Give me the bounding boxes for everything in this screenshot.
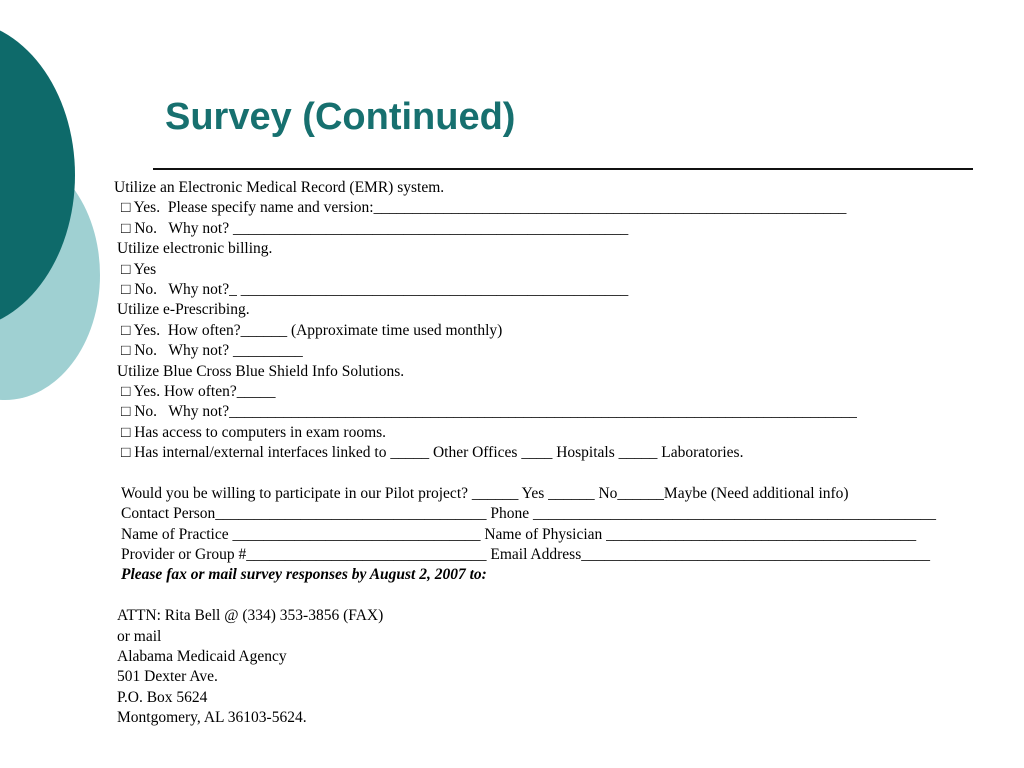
eprescribing-no-option[interactable]: □ No. Why not? _________ (121, 342, 303, 360)
address-po-box: P.O. Box 5624 (117, 688, 208, 706)
address-city: Montgomery, AL 36103-5624. (117, 709, 307, 727)
title-divider (153, 168, 973, 170)
deadline-note: Please fax or mail survey responses by August 2, 2007 to: (121, 566, 487, 584)
survey-body (0, 178, 1000, 729)
practice-physician-field[interactable]: Name of Practice ________________________________ Name of Physician ________________________________________ (121, 525, 917, 543)
bcbs-question: Utilize Blue Cross Blue Shield Info Solutions. (117, 362, 405, 380)
pilot-question[interactable]: Would you be willing to participate in our Pilot project? ______ Yes ______ No______Maybe (Need additional info) (121, 484, 849, 502)
contact-phone-field[interactable]: Contact Person___________________________________ Phone ____________________________________________________ (121, 505, 937, 523)
provider-email-field[interactable]: Provider or Group #_______________________________ Email Address_____________________________________________ (121, 546, 930, 564)
address-agency: Alabama Medicaid Agency (117, 647, 287, 665)
spacer (0, 463, 1000, 483)
emr-no-option[interactable]: □ No. Why not? ___________________________________________________ (121, 219, 629, 237)
billing-no-option[interactable]: □ No. Why not?_ __________________________________________________ (121, 280, 629, 298)
interfaces-option[interactable]: □ Has internal/external interfaces linked to _____ Other Offices ____ Hospitals _____ Laboratories. (121, 444, 744, 462)
slide-title: Survey (Continued) (165, 96, 516, 138)
billing-yes-option[interactable]: □ Yes (121, 260, 157, 278)
bcbs-no-option[interactable]: □ No. Why not?_________________________________________________________________________________ (121, 403, 857, 421)
eprescribing-question: Utilize e-Prescribing. (117, 301, 250, 319)
spacer (0, 586, 1000, 606)
emr-yes-option[interactable]: □ Yes. Please specify name and version:_____________________________________________________________ (121, 199, 847, 217)
address-or-mail: or mail (117, 627, 162, 645)
bcbs-yes-option[interactable]: □ Yes. How often?_____ (121, 382, 276, 400)
emr-question: Utilize an Electronic Medical Record (EMR) system. (114, 179, 445, 196)
computers-exam-rooms-option[interactable]: □ Has access to computers in exam rooms. (121, 423, 387, 441)
eprescribing-yes-option[interactable]: □ Yes. How often?______ (Approximate time used monthly) (121, 321, 503, 339)
address-attn: ATTN: Rita Bell @ (334) 353-3856 (FAX) (117, 607, 384, 625)
address-street: 501 Dexter Ave. (117, 668, 218, 686)
billing-question: Utilize electronic billing. (117, 240, 273, 258)
